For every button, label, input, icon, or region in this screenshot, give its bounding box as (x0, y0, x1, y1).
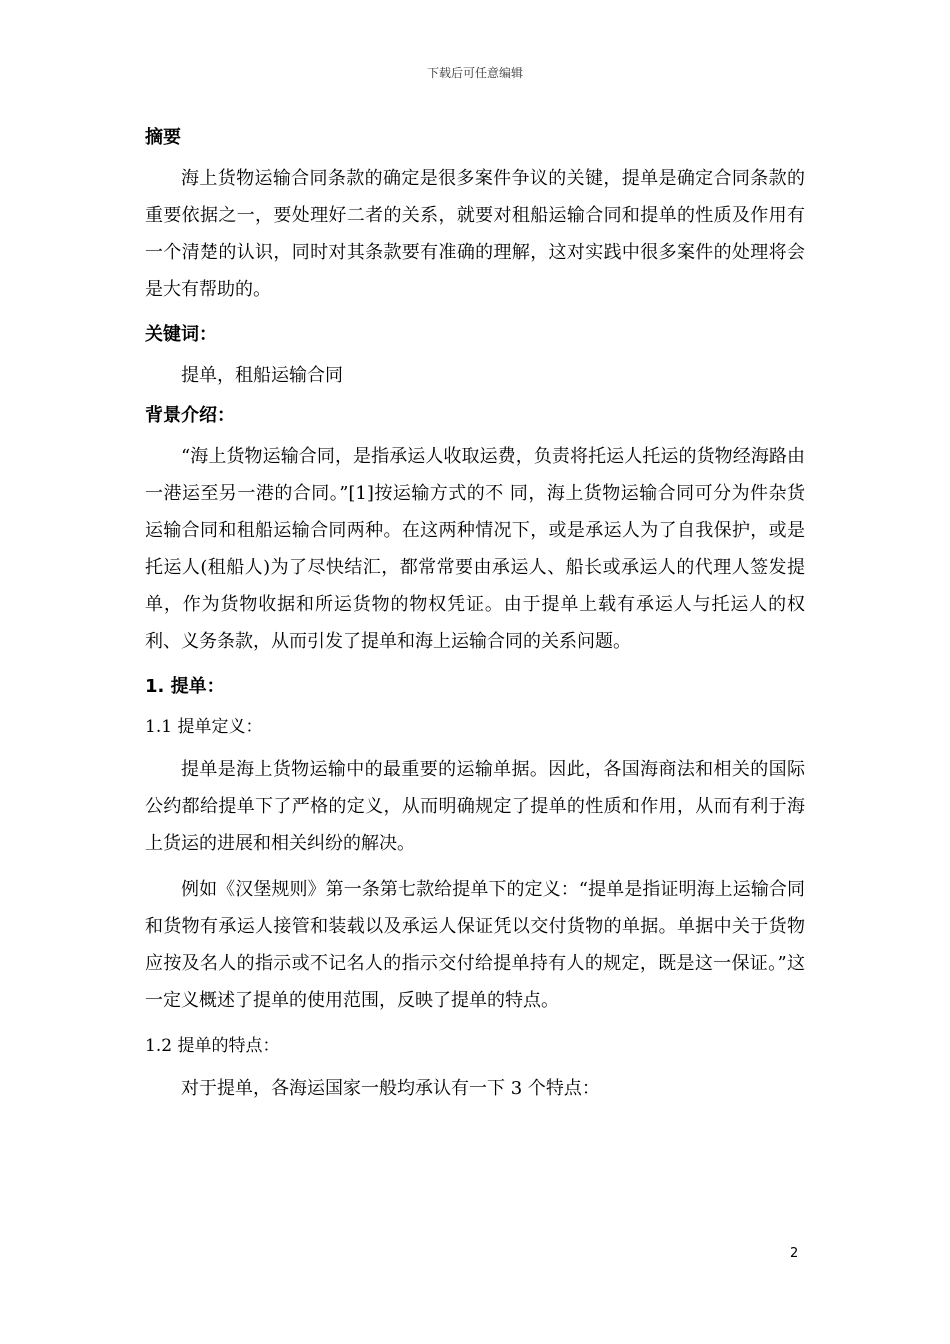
section1-1-para1: 提单是海上货物运输中的最重要的运输单据。因此，各国海商法和相关的国际公约都给提单下了严格的定义，从而明确规定了提单的性质和作用，从而有利于海上货运的进展和相关纠纷的解决。 (145, 759, 805, 854)
keywords-heading: 关键词： (145, 324, 217, 345)
page-number: 2 (790, 1246, 799, 1261)
keywords-text: 提单，租船运输合同 (181, 365, 343, 386)
abstract-text: 海上货物运输合同条款的确定是很多案件争议的关键，提单是确定合同条款的重要依据之一，要处理好二者的关系，就要对租船运输合同和提单的性质及作用有一个清楚的认识，同时对其条款要有准确的理解，这对实践中很多案件的处理将会是大有帮助的。 (145, 168, 805, 300)
background-text: “海上货物运输合同，是指承运人收取运费，负责将托运人托运的货物经海路由一港运至另一港的合同。”[1]按运输方式的不 同，海上货物运输合同可分为件杂货运输合同和租船运输合同两种。在这两种情况下，或是承运人为了自我保护，或是托运人(租船人)为了尽快结汇，都常常要由承运人、船长或承运人的代理人签发提单，作为货物收据和所运货物的物权凭证。由于提单上载有承运人与托运人的权利、义务条款，从而引发了提单和海上运输合同的关系问题。 (145, 446, 805, 652)
document-body (145, 120, 805, 1116)
section1-2-para1: 对于提单，各海运国家一般均承认有一下 3 个特点： (181, 1078, 600, 1099)
abstract-heading: 摘要 (145, 127, 181, 148)
section1-heading: 1. 提单： (145, 676, 225, 697)
page-header-note: 下载后可任意编辑 (426, 66, 523, 80)
background-heading: 背景介绍： (145, 405, 235, 426)
section1-2-title: 1.2 提单的特点： (145, 1036, 280, 1056)
section1-1-para2: 例如《汉堡规则》第一条第七款给提单下的定义：“提单是指证明海上运输合同和货物有承运人接管和装载以及承运人保证凭以交付货物的单据。单据中关于货物应按及名人的指示或不记名人的指示交付给提单持有人的规定，既是这一保证。”这一定义概述了提单的使用范围，反映了提单的特点。 (145, 879, 805, 1011)
section1-1-title: 1.1 提单定义： (145, 717, 263, 737)
